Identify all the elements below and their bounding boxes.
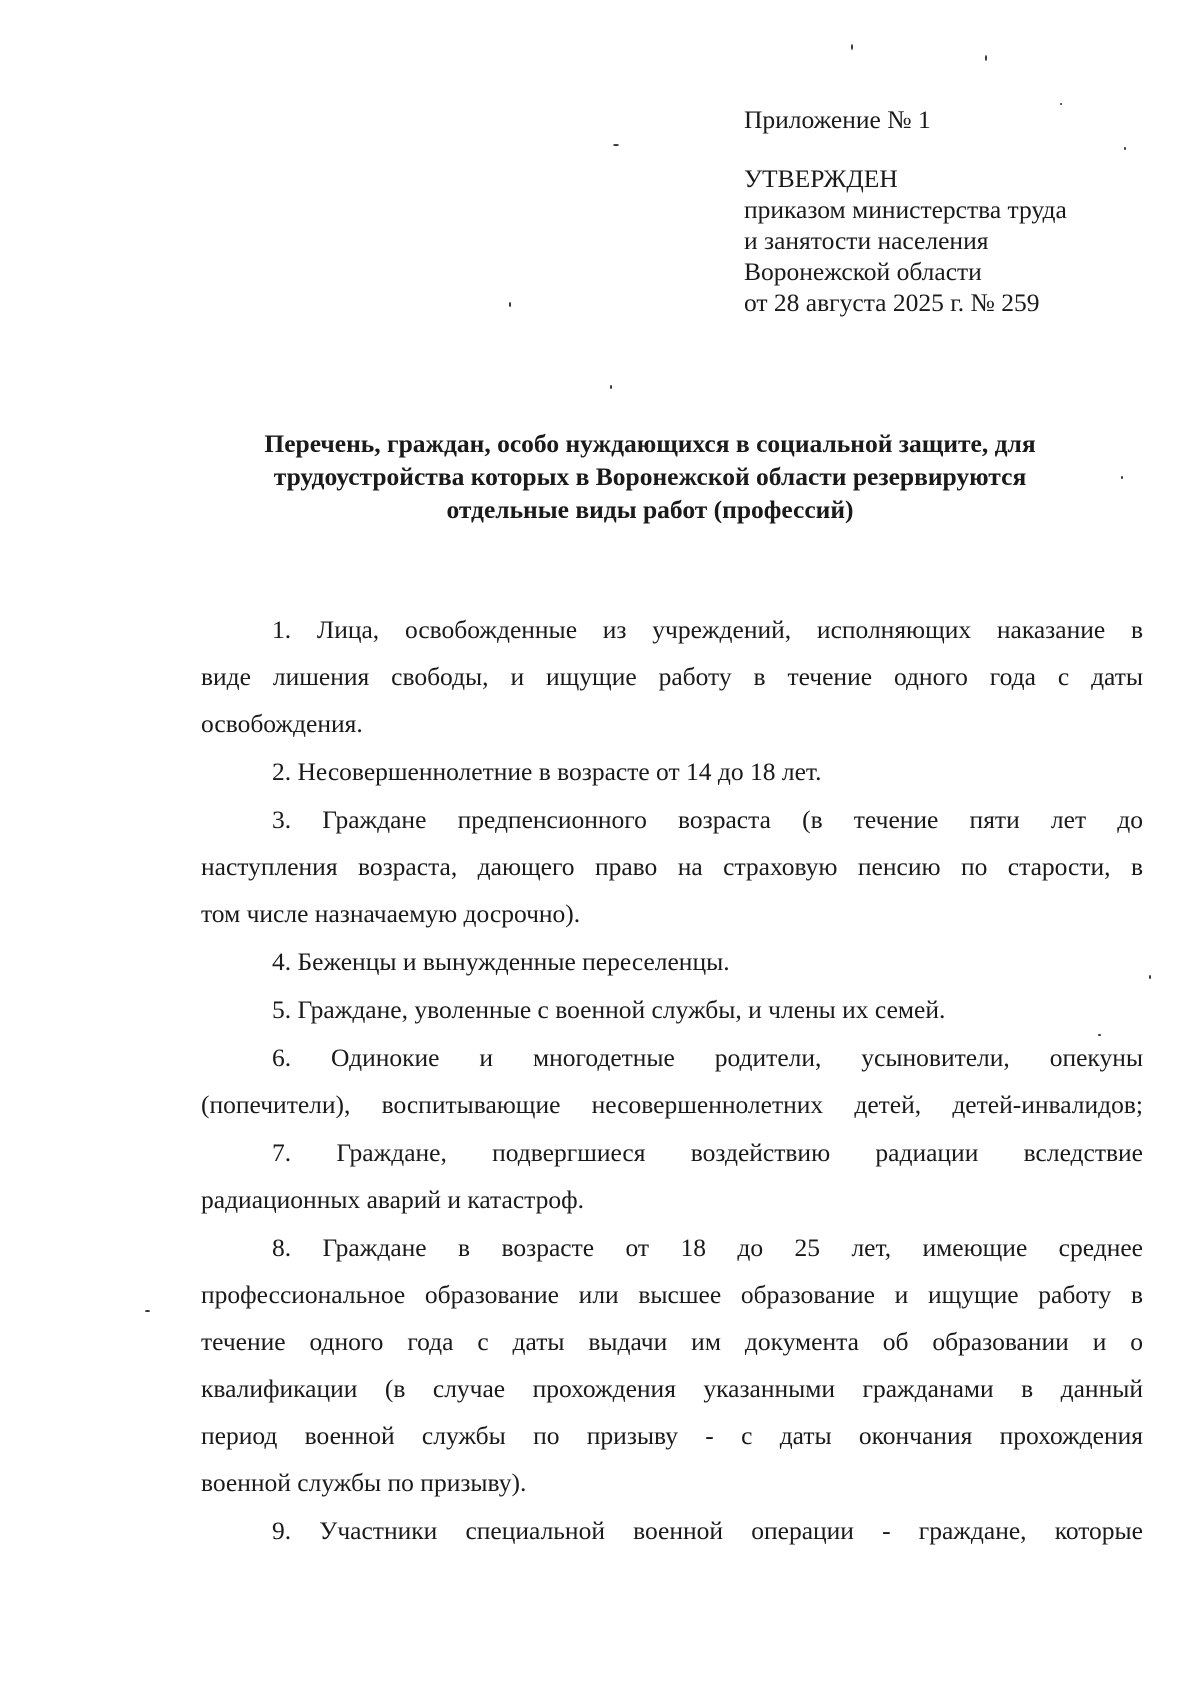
document-title xyxy=(200,427,1100,526)
scan-speck xyxy=(1149,975,1151,979)
list-item-2 xyxy=(201,748,1143,795)
approved-label: УТВЕРЖДЕН xyxy=(744,164,898,193)
text-line: 6. Одинокие и многодетные родители, усыновители, опекуны xyxy=(272,1043,1143,1072)
title-line: Перечень, граждан, особо нуждающихся в социальной защите, для xyxy=(264,429,1036,458)
approved-line: Воронежской области xyxy=(744,257,982,286)
text-line: военной службы по призыву). xyxy=(201,1468,527,1497)
text-line: наступления возраста, дающего право на страховую пенсию по старости, в xyxy=(201,852,1143,881)
text-line: период военной службы по призыву - с даты окончания прохождения xyxy=(201,1421,1143,1450)
text-line: квалификации (в случае прохождения указанными гражданами в данный xyxy=(201,1374,1143,1403)
list-item-1 xyxy=(201,606,1143,747)
list-item-9 xyxy=(201,1507,1143,1554)
text-line: 8. Граждане в возрасте от 18 до 25 лет, имеющие среднее xyxy=(272,1233,1143,1262)
scan-speck xyxy=(1124,147,1126,150)
approved-line: и занятости населения xyxy=(744,226,989,255)
document-body xyxy=(201,606,1143,1555)
scan-speck xyxy=(509,302,511,307)
text-line: течение одного года с даты выдачи им документа об образовании и о xyxy=(201,1327,1143,1356)
scan-speck xyxy=(613,144,619,146)
scan-speck xyxy=(610,385,612,389)
annex-label: Приложение № 1 xyxy=(744,105,931,134)
scan-speck xyxy=(985,55,987,61)
text-line: том числе назначаемую досрочно). xyxy=(201,899,581,928)
scan-speck xyxy=(1098,1034,1101,1036)
list-item-3 xyxy=(201,796,1143,937)
list-item-6 xyxy=(201,1034,1143,1128)
text-line: виде лишения свободы, и ищущие работу в течение одного года с даты xyxy=(201,662,1143,691)
text-line: 7. Граждане, подвергшиеся воздействию радиации вследствие xyxy=(272,1138,1143,1167)
approval-block xyxy=(744,104,1067,318)
text-line: 5. Граждане, уволенные с военной службы, и члены их семей. xyxy=(272,995,946,1024)
text-line: 4. Беженцы и вынужденные переселенцы. xyxy=(272,947,730,976)
list-item-7 xyxy=(201,1129,1143,1223)
scan-speck xyxy=(1060,103,1062,105)
title-line: трудоустройства которых в Воронежской области резервируются xyxy=(273,462,1027,491)
scan-speck xyxy=(145,1310,150,1312)
text-line: 2. Несовершеннолетние в возрасте от 14 до 18 лет. xyxy=(272,757,822,786)
scan-speck xyxy=(1121,476,1123,479)
text-line: 3. Граждане предпенсионного возраста (в течение пяти лет до xyxy=(272,805,1143,834)
text-line: (попечители), воспитывающие несовершеннолетних детей, детей-инвалидов; xyxy=(201,1090,1143,1119)
approved-line: приказом министерства труда xyxy=(744,195,1067,224)
scan-speck xyxy=(851,44,853,50)
text-line: 1. Лица, освобожденные из учреждений, исполняющих наказание в xyxy=(272,615,1143,644)
list-item-8 xyxy=(201,1224,1143,1506)
text-line: радиационных аварий и катастроф. xyxy=(201,1185,584,1214)
text-line: освобождения. xyxy=(201,709,363,738)
approved-date-line: от 28 августа 2025 г. № 259 xyxy=(744,288,1040,317)
text-line: профессиональное образование или высшее образование и ищущие работу в xyxy=(201,1280,1143,1309)
list-item-4 xyxy=(201,938,1143,985)
text-line: 9. Участники специальной военной операции - граждане, которые xyxy=(272,1516,1143,1545)
title-line: отдельные виды работ (профессий) xyxy=(446,495,854,524)
list-item-5 xyxy=(201,986,1143,1033)
